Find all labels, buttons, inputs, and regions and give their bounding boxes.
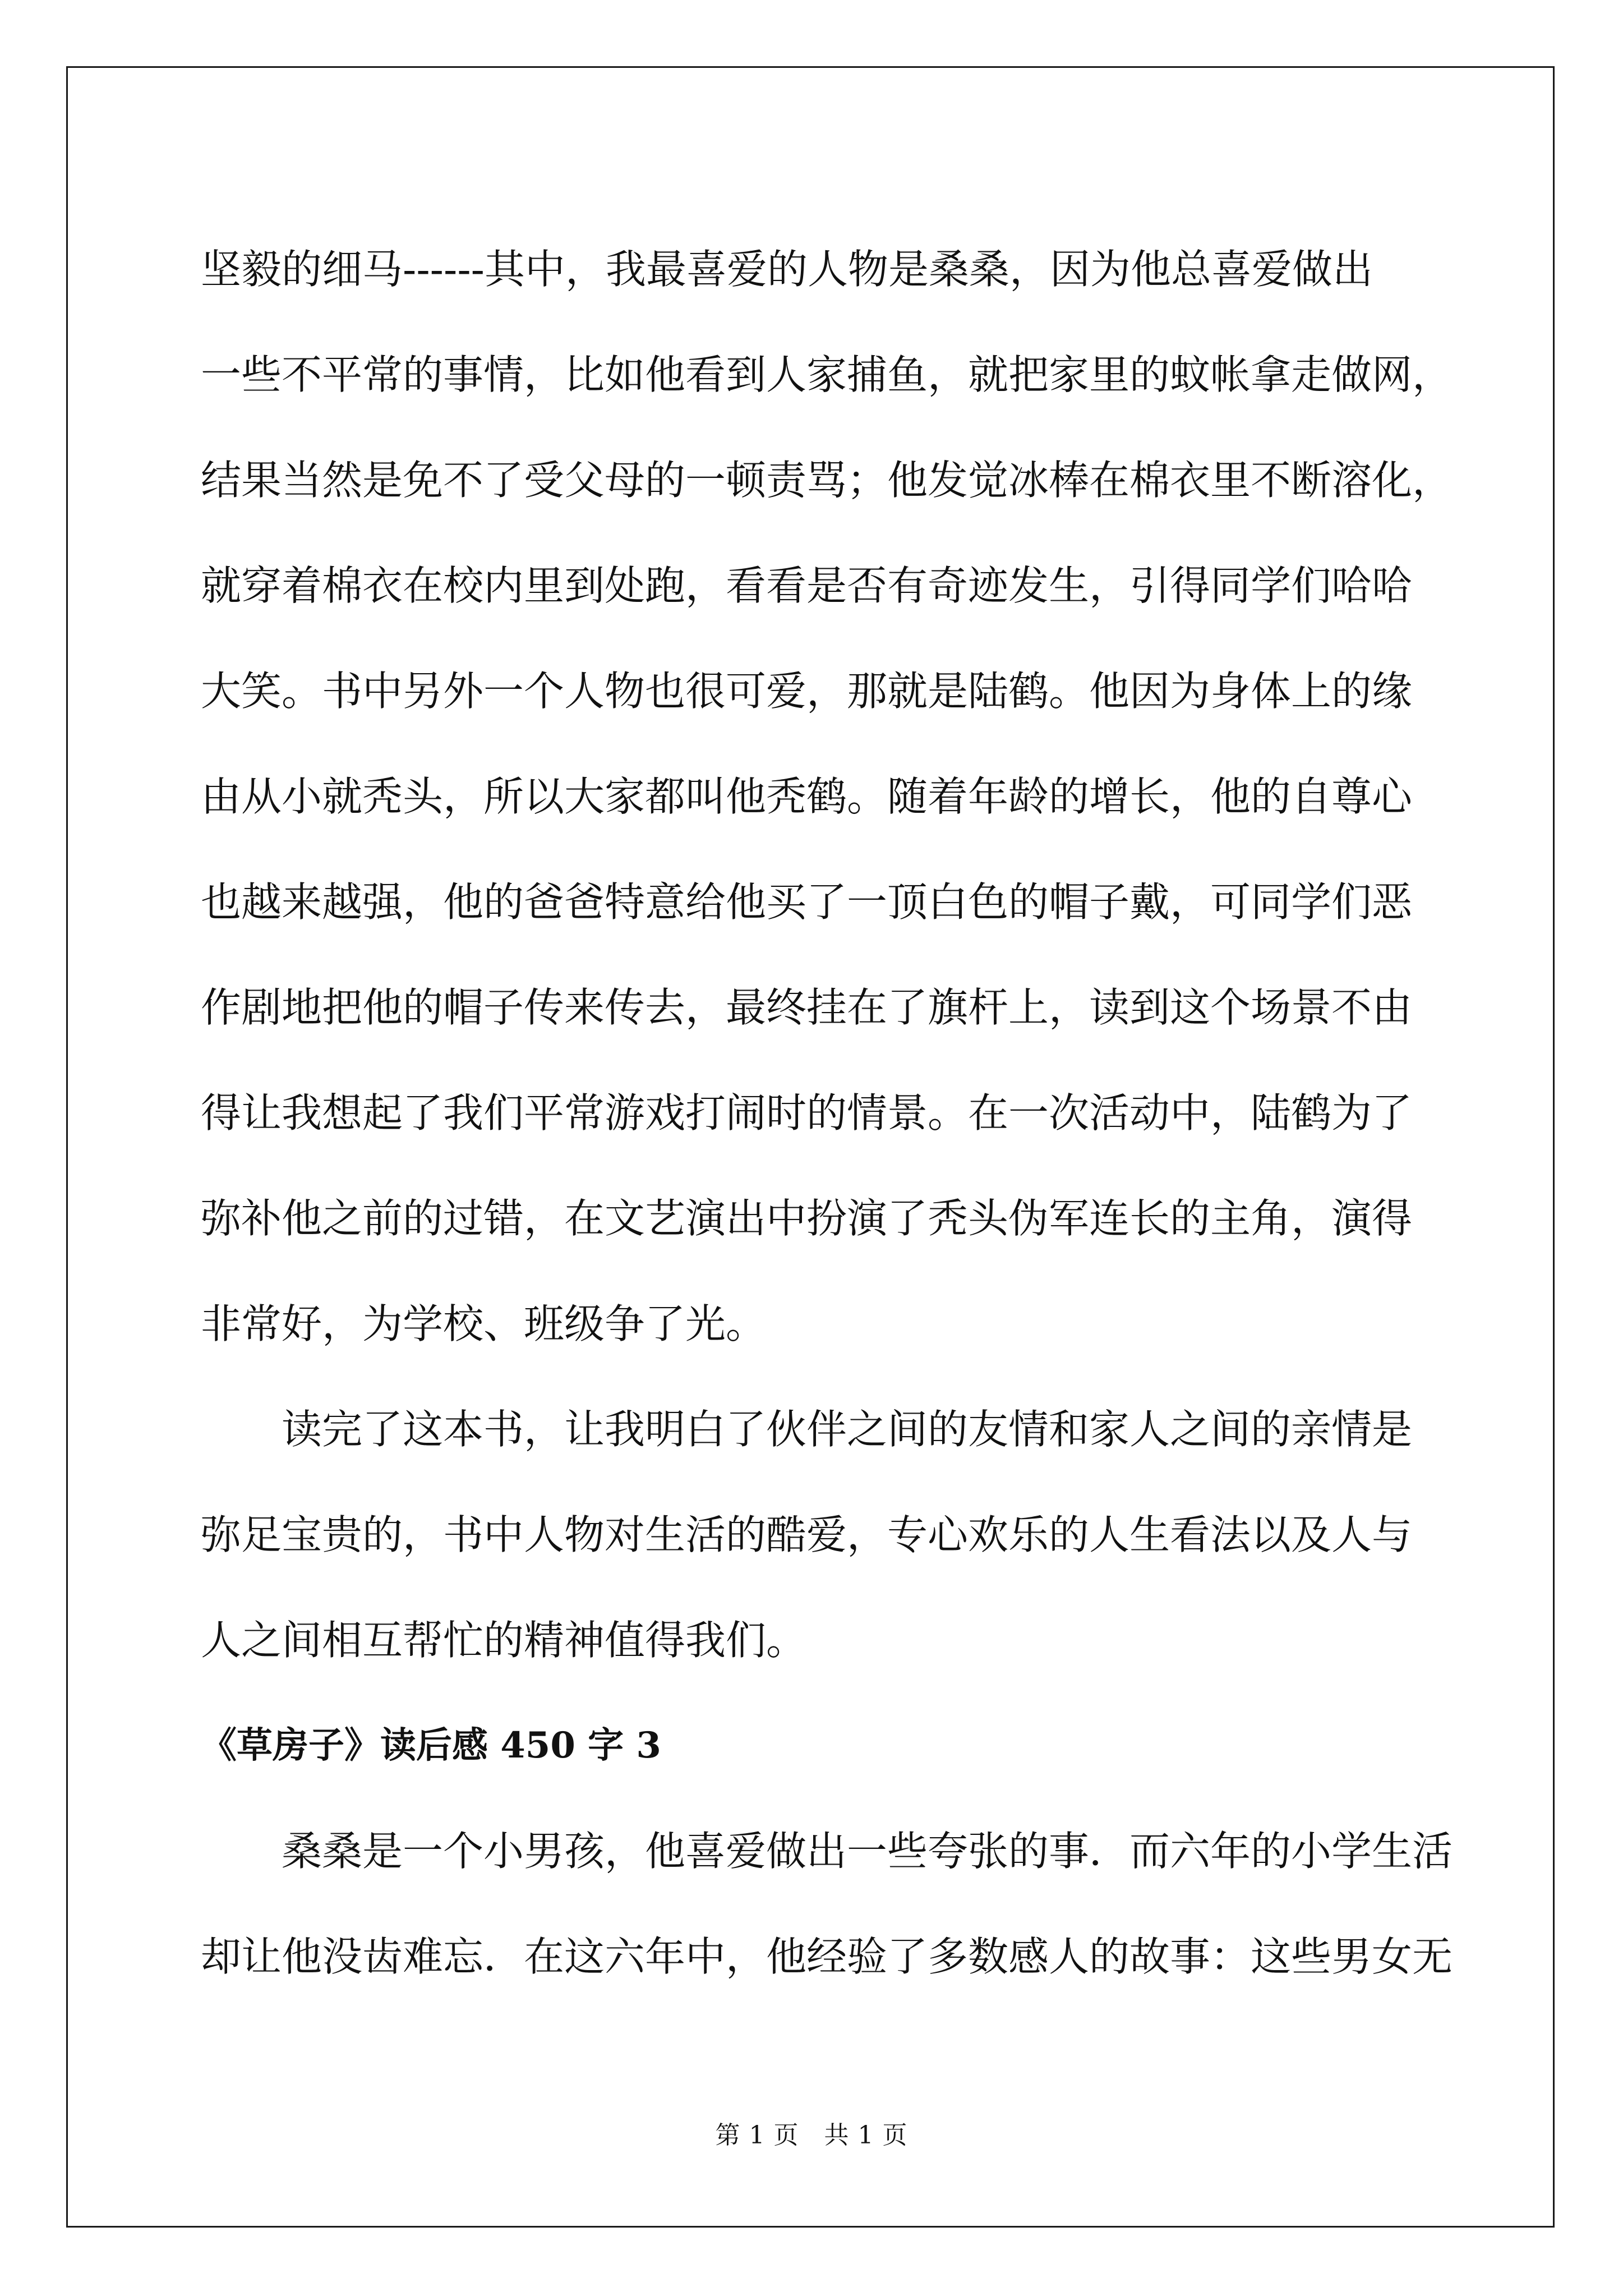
text-line: 人之间相互帮忙的精神值得我们。 (201, 1617, 807, 1664)
page-number: 第 1 页 共 1 页 (715, 2121, 908, 2150)
paragraph-1 (201, 217, 1453, 1377)
text-line: 结果当然是免不了受父母的一顿责骂；他发觉冰棒在棉衣里不断溶化， (201, 457, 1453, 504)
text-line: 非常好，为学校、班级争了光。 (201, 1300, 767, 1347)
document-body (201, 217, 1453, 2009)
text-line: 却让他没齿难忘．在这六年中，他经验了多数感人的故事：这些男女无 (201, 1933, 1453, 1980)
text-line: 一些不平常的事情，比如他看到人家捕鱼，就把家里的蚊帐拿走做网， (201, 351, 1453, 398)
text-line: 坚毅的细马------其中，我最喜爱的人物是桑桑，因为他总喜爱做出 (201, 246, 1373, 293)
text-line: 大笑。书中另外一个人物也很可爱，那就是陆鹤。他因为身体上的缘 (201, 668, 1413, 715)
section-heading: 《草房子》读后感 450 字 3 (201, 1724, 661, 1766)
text-line: 得让我想起了我们平常游戏打闹时的情景。在一次活动中，陆鹤为了 (201, 1089, 1413, 1137)
text-line: 弥补他之前的过错，在文艺演出中扮演了秃头伪军连长的主角，演得 (201, 1195, 1413, 1242)
text-line: 也越来越强，他的爸爸特意给他买了一顶白色的帽子戴，可同学们恶 (201, 878, 1413, 926)
paragraph-2 (201, 1377, 1435, 1693)
paragraph-3 (201, 1798, 1453, 2009)
text-line: 就穿着棉衣在校内里到处跑，看看是否有奇迹发生，引得同学们哈哈 (201, 562, 1413, 609)
text-line: 桑桑是一个小男孩，他喜爱做出一些夸张的事．而六年的小学生活 (282, 1828, 1453, 1875)
text-line: 由从小就秃头，所以大家都叫他秃鹤。随着年龄的增长，他的自尊心 (201, 773, 1413, 820)
text-line: 读完了这本书，让我明白了伙伴之间的友情和家人之间的亲情是 (282, 1406, 1413, 1453)
text-line: 作剧地把他的帽子传来传去，最终挂在了旗杆上，读到这个场景不由 (201, 984, 1413, 1031)
text-line: 弥足宝贵的，书中人物对生活的酷爱，专心欢乐的人生看法以及人与 (201, 1511, 1413, 1558)
